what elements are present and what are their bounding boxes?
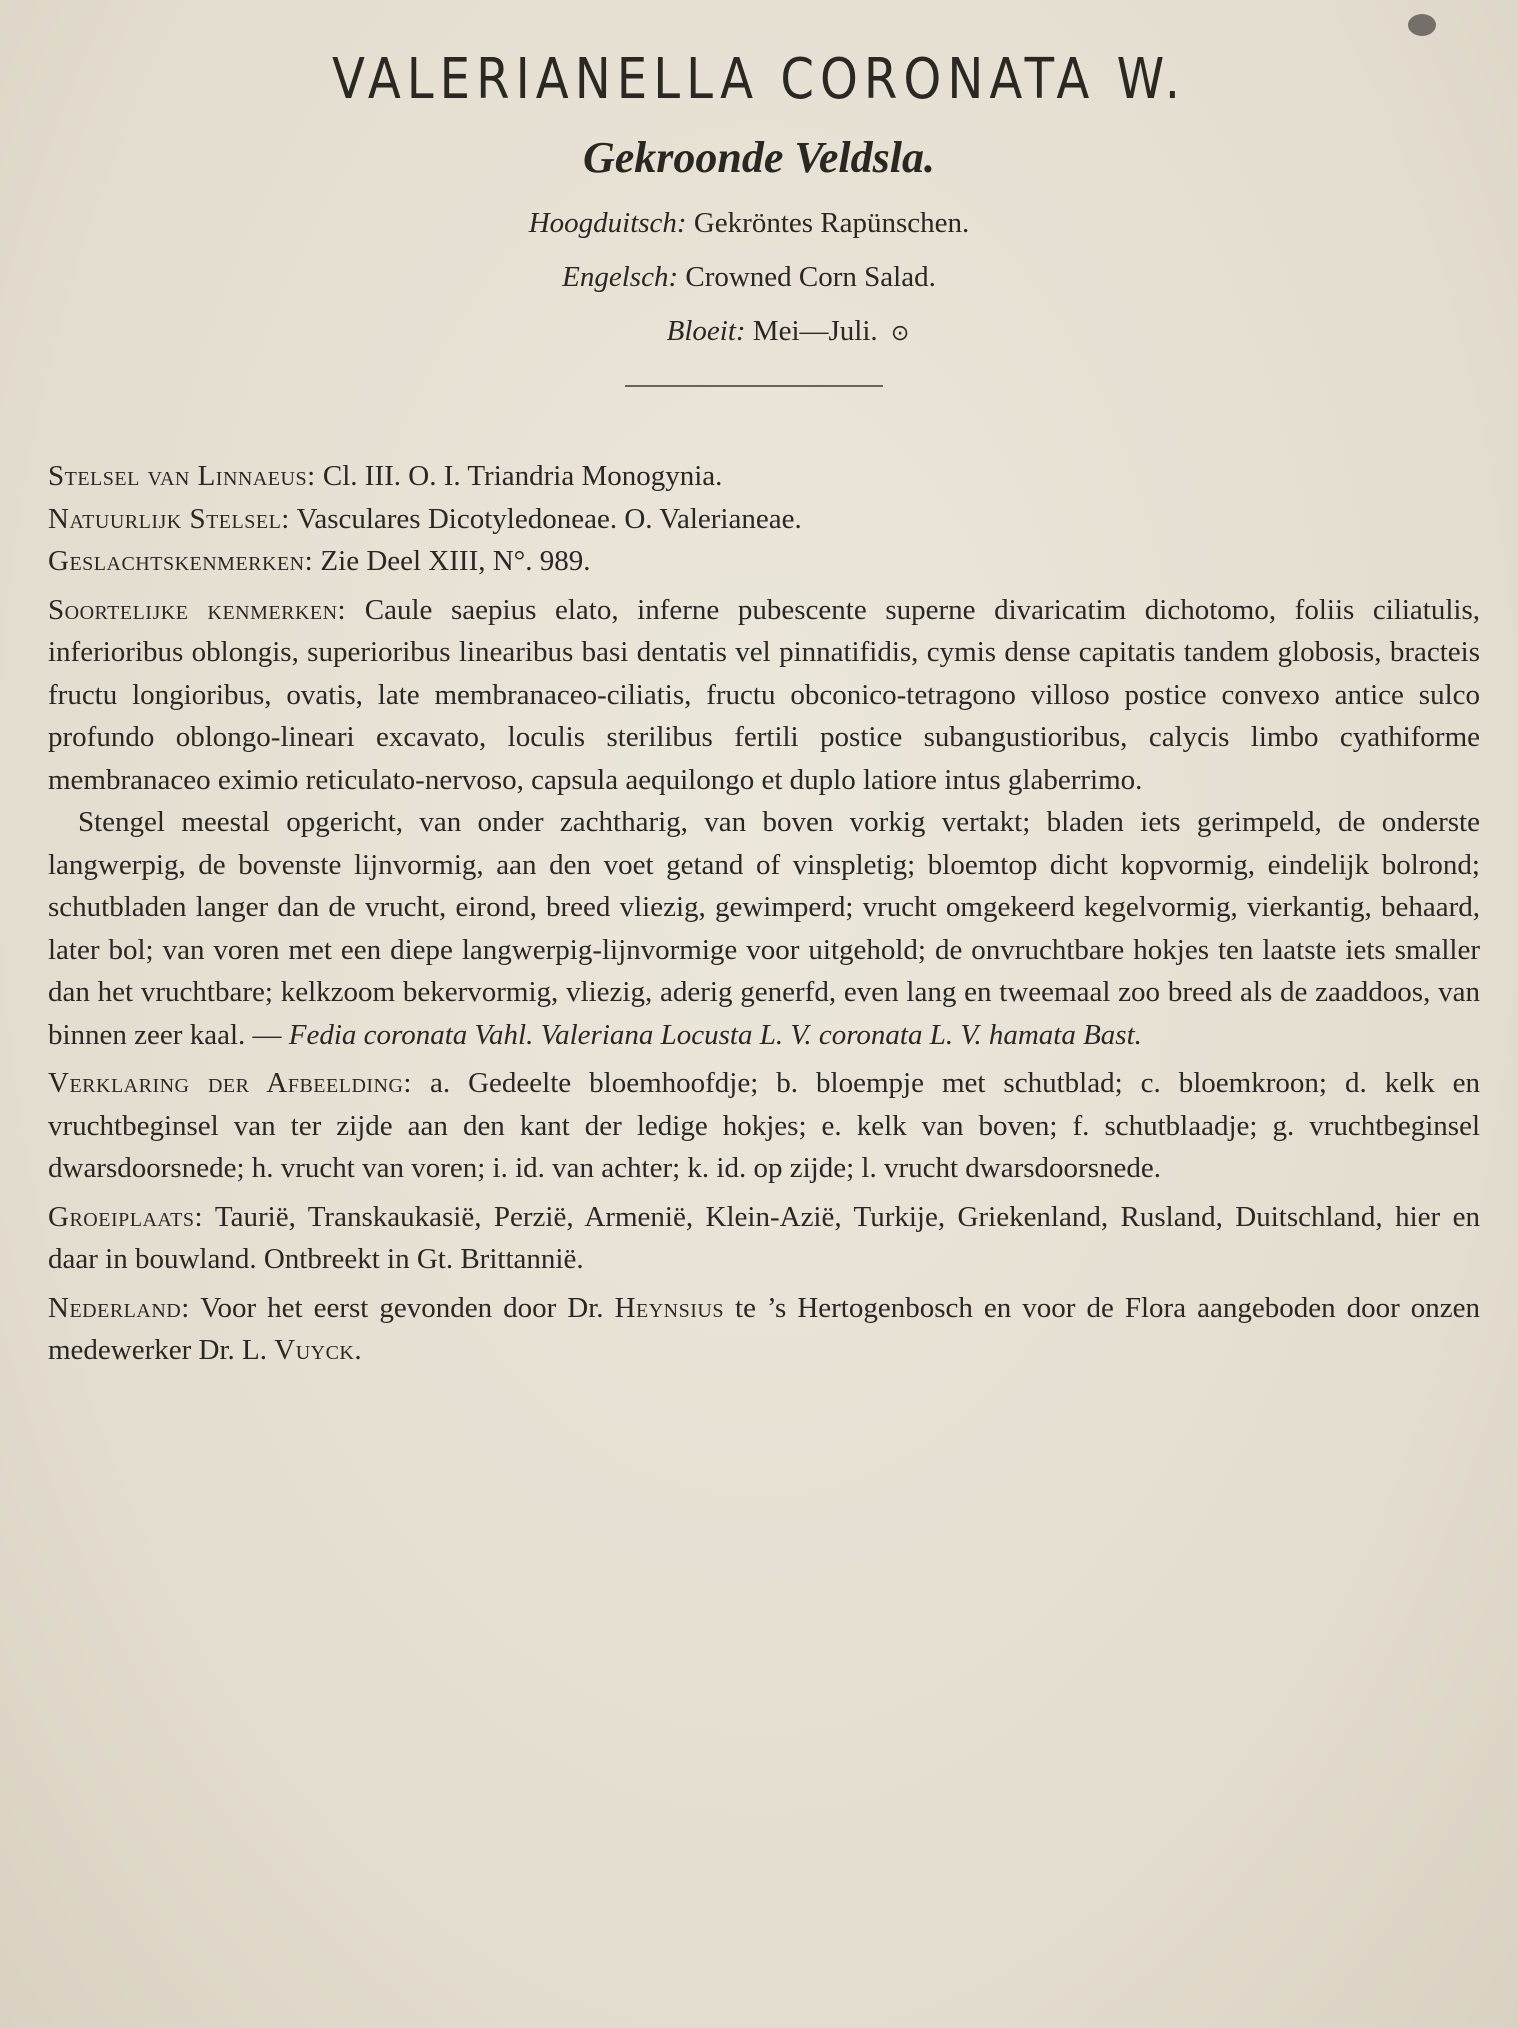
bloom-label: Bloeit: <box>666 315 746 347</box>
habitat-text: Taurië, Transkaukasië, Perzië, Armenië, Klein-Azië, Turkije, Griekenland, Rusland, Duitschland, hier en daar in bouwland. Ontbreekt in Gt. Brittannië. <box>48 1200 1480 1275</box>
bloom-line <box>58 304 1518 360</box>
divider <box>625 385 883 387</box>
linnaeus-paragraph <box>48 455 1480 498</box>
species-text: Caule saepius elato, inferne pubescente superne divaricatim dichotomo, foliis ciliatulis, inferioribus oblongis, superioribus linearibus basi dentatis vel pinnatifidis, cymis dense capitatis tandem globosis, bracteis fructu longioribus, ovatis, late membranaceo-ciliatis, fructu obconico-tetragono villoso postice convexo antice sulco profundo oblongo-lineari excavato, loculis sterilibus fertili postice subangustioribus, calycis limbo cyathiforme membranaceo eximio reticulato-nervoso, capsula aequilongo et duplo latiore intus glaberrimo. <box>48 593 1481 796</box>
netherlands-name-1: Heynsius <box>614 1291 724 1324</box>
synonyms-text: Fedia coronata Vahl. Valeriana Locusta L. V. coronata L. V. hamata Bast. <box>288 1018 1142 1051</box>
netherlands-text-1: Voor het eerst gevonden door Dr. <box>200 1291 604 1324</box>
german-line <box>0 196 1518 250</box>
netherlands-name-2: Vuyck. <box>274 1334 363 1366</box>
page-title: VALERIANELLA CORONATA W. <box>331 47 1187 112</box>
species-label: Soortelijke kenmerken: <box>48 593 347 626</box>
linnaeus-text: Cl. III. O. I. Triandria Monogynia. <box>322 460 723 492</box>
english-label: Engelsch: <box>562 261 679 293</box>
ink-blot <box>1408 14 1436 36</box>
common-name: Gekroonde Veldsla. <box>583 133 935 182</box>
english-name: Crowned Corn Salad. <box>685 261 936 293</box>
habitat-label: Groeiplaats: <box>48 1200 204 1233</box>
annual-icon: ⊙ <box>890 320 910 345</box>
natural-system-text: Vasculares Dicotyledoneae. O. Valerianeae. <box>296 502 802 535</box>
description-paragraph <box>48 801 1480 1056</box>
main-text <box>48 455 1480 1372</box>
figure-label: Verklaring der Afbeelding: <box>48 1067 412 1099</box>
english-line <box>0 250 1518 304</box>
natural-system-label: Natuurlijk Stelsel: <box>48 502 290 535</box>
netherlands-text-2: te ’s Hertogenbosch en voor de Flora aangeboden door onzen medewerker Dr. L. <box>48 1291 1481 1366</box>
figure-text: a. Gedeelte bloemhoofdje; b. bloempje met schutblad; c. bloemkroon; d. kelk en vruchtbeginsel van ter zijde aan den kant der ledige hokjes; e. kelk van boven; f. schutblaadje; g. vruchtbeginsel dwarsdoorsnede; h. vrucht van voren; i. id. van achter; k. id. op zijde; l. vrucht dwarsdoorsnede. <box>48 1067 1480 1184</box>
vernacular-names <box>0 196 1518 360</box>
netherlands-label: Nederland: <box>48 1291 190 1324</box>
genus-paragraph <box>48 540 1480 583</box>
description-text: Stengel meestal opgericht, van onder zachtharig, van boven vorkig vertakt; bladen iets gerimpeld, de onderste langwerpig, de bovenste lijnvormig, aan den voet getand of vinspletig; bloemtop dicht kopvormig, eindelijk bolrond; schutbladen langer dan de vrucht, eirond, breed vliezig, gewimperd; vrucht omgekeerd kegelvormig, vierkantig, behaard, later bol; van voren met een diepe langwerpig-lijnvormige voor uitgehold; de onvruchtbare hokjes ten laatste iets smaller dan het vruchtbare; kelkzoom bekervormig, vliezig, aderig generfd, even lang en tweemaal zoo breed als de zaaddoos, van binnen zeer kaal. — <box>48 806 1480 1051</box>
genus-label: Geslachtskenmerken: <box>48 545 314 577</box>
bloom-text: Mei—Juli. <box>752 315 878 347</box>
species-paragraph <box>48 589 1480 802</box>
habitat-paragraph <box>48 1196 1480 1281</box>
figure-paragraph <box>48 1062 1480 1190</box>
german-label: Hoogduitsch: <box>528 207 687 239</box>
natural-system-paragraph <box>48 498 1480 541</box>
linnaeus-label: Stelsel van Linnaeus: <box>48 460 316 492</box>
netherlands-paragraph <box>48 1287 1480 1372</box>
genus-text: Zie Deel XIII, N°. 989. <box>320 545 591 577</box>
header <box>0 40 1518 360</box>
german-name: Gekröntes Rapünschen. <box>693 207 970 239</box>
